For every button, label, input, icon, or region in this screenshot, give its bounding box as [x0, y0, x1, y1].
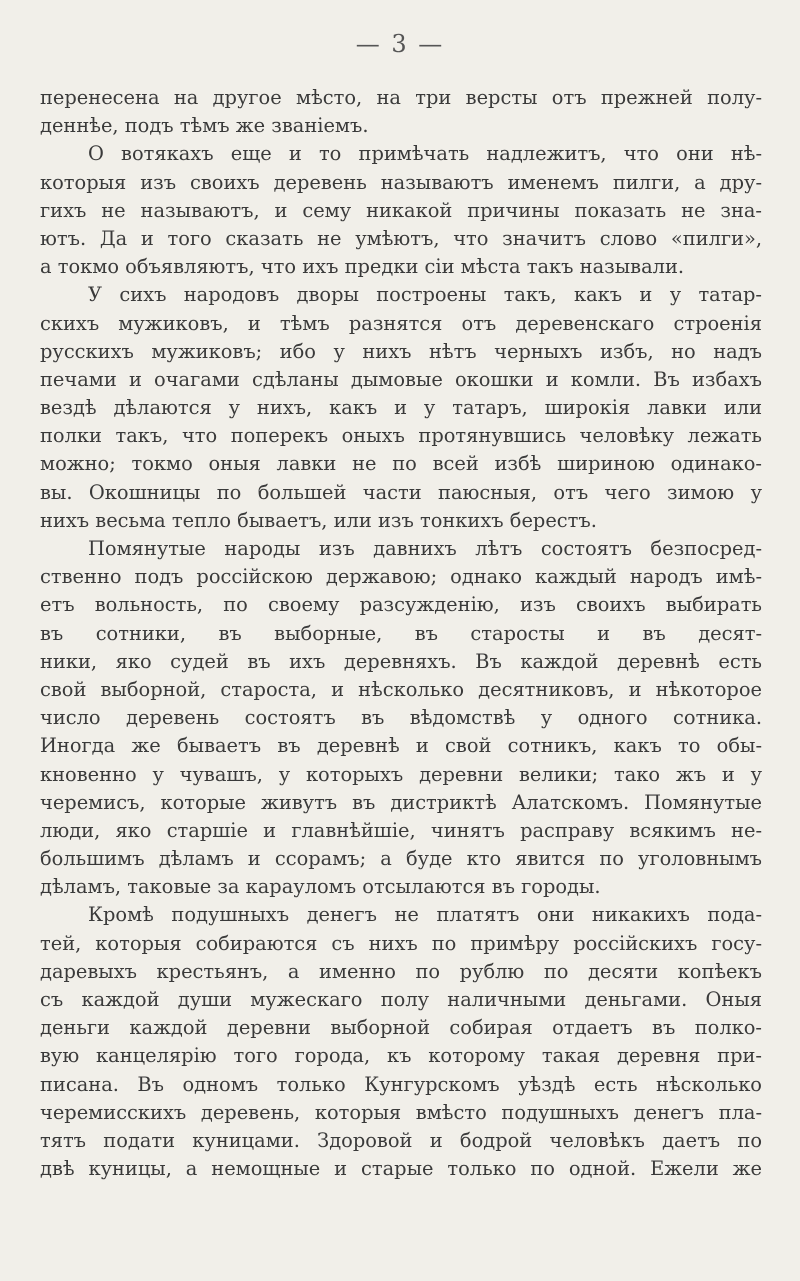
- text-line: вы. Окошницы по большей части паюсныя, отъ чего зимою у: [40, 480, 762, 504]
- text-line: полки такъ, что поперекъ оныхъ протянувшись человѣку лежать: [40, 424, 762, 448]
- text-line: черемисскихъ деревень, которыя вмѣсто подушныхъ денегъ пла-: [40, 1100, 762, 1124]
- text-line: свой выборной, староста, и нѣсколько десятниковъ, и нѣкоторое: [40, 677, 762, 701]
- text-line: писана. Въ одномъ только Кунгурскомъ уѣздѣ есть нѣсколько: [40, 1072, 762, 1096]
- text-line: большимъ дѣламъ и ссорамъ; а буде кто явится по уголовнымъ: [40, 847, 762, 871]
- text-line: двѣ куницы, а немощные и старые только по одной. Ежели же: [40, 1157, 762, 1181]
- text-line: вездѣ дѣлаются у нихъ, какъ и у татаръ, широкія лавки или: [40, 396, 762, 420]
- text-line: Кромѣ подушныхъ денегъ не платятъ они никакихъ пода-: [88, 903, 762, 927]
- text-line: У сихъ народовъ дворы построены такъ, какъ и у татар-: [88, 283, 762, 307]
- text-line: скихъ мужиковъ, и тѣмъ разнятся отъ деревенскаго строенія: [40, 311, 762, 335]
- text-line: етъ вольность, по своему разсужденію, изъ своихъ выбирать: [40, 593, 762, 617]
- text-line: ники, яко судей въ ихъ деревняхъ. Въ каждой деревнѣ есть: [40, 649, 762, 673]
- text-line: деннѣе, подъ тѣмъ же званіемъ.: [40, 114, 369, 138]
- text-line: даревыхъ крестьянъ, а именно по рублю по десяти копѣекъ: [40, 959, 762, 983]
- text-line: гихъ не называютъ, и сему никакой причины показать не зна-: [40, 198, 762, 222]
- text-line: вую канцелярію того города, къ которому такая деревня при-: [40, 1044, 762, 1068]
- text-line: деньги каждой деревни выборной собирая отдаетъ въ полко-: [40, 1016, 762, 1040]
- text-line: перенесена на другое мѣсто, на три версты отъ прежней полу-: [40, 86, 762, 109]
- text-line: ютъ. Да и того сказать не умѣютъ, что значитъ слово «пилги»,: [40, 226, 762, 250]
- text-line: число деревень состоятъ въ вѣдомствѣ у одного сотника.: [40, 706, 762, 730]
- text-line: тей, которыя собираются съ нихъ по примѣру россійскихъ госу-: [40, 931, 762, 955]
- text-line: Помянутые народы изъ давнихъ лѣтъ состоятъ безпосред-: [88, 537, 762, 560]
- text-line: печами и очагами сдѣланы дымовые окошки и комли. Въ избахъ: [40, 367, 762, 391]
- text-line: дѣламъ, таковые за карауломъ отсылаются въ городы.: [40, 875, 601, 899]
- body-text: [40, 84, 762, 1183]
- text-line: Иногда же бываетъ въ деревнѣ и свой сотникъ, какъ то обы-: [40, 734, 762, 758]
- text-line: черемисъ, которые живутъ въ дистриктѣ Алатскомъ. Помянутые: [40, 790, 762, 814]
- text-line: съ каждой души мужескаго полу наличными деньгами. Оныя: [40, 988, 762, 1011]
- text-line: кновенно у чувашъ, у которыхъ деревни велики; тако жъ и у: [40, 762, 762, 786]
- text-line: можно; токмо оныя лавки не по всей избѣ шириною одинако-: [40, 452, 762, 476]
- text-line: русскихъ мужиковъ; ибо у нихъ нѣтъ черныхъ избъ, но надъ: [40, 339, 762, 363]
- text-line: люди, яко старшіе и главнѣйшіе, чинятъ расправу всякимъ не-: [40, 818, 762, 842]
- text-line: а токмо объявляютъ, что ихъ предки сіи мѣста такъ называли.: [40, 255, 685, 279]
- page-number: — 3 —: [355, 30, 445, 58]
- text-line: нихъ весьма тепло бываетъ, или изъ тонкихъ берестъ.: [40, 508, 597, 532]
- text-line: тятъ подати куницами. Здоровой и бодрой человѣкъ даетъ по: [40, 1128, 762, 1152]
- text-line: въ сотники, въ выборные, въ старосты и въ десят-: [40, 621, 762, 645]
- text-line: ственно подъ россійскою державою; однако каждый народъ имѣ-: [40, 565, 762, 589]
- text-line: которыя изъ своихъ деревень называютъ именемъ пилги, а дру-: [40, 170, 762, 194]
- text-line: О вотякахъ еще и то примѣчать надлежитъ, что они нѣ-: [88, 142, 762, 166]
